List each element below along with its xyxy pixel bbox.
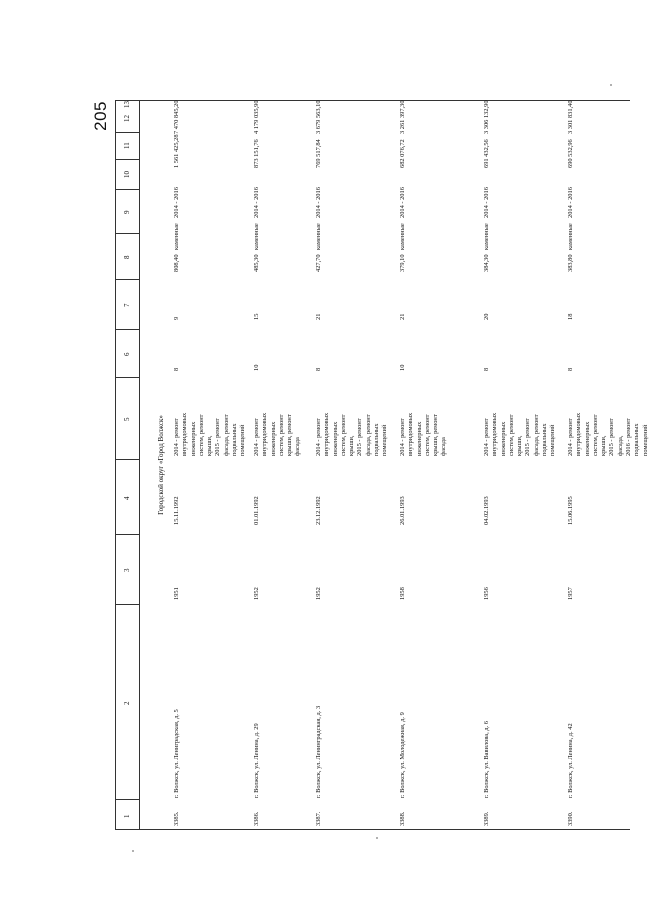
row-work-line: внутридомовых [181, 412, 189, 456]
row-year: 1952 [315, 587, 322, 600]
row-work-line: систем, ремонт [197, 414, 205, 456]
row-work-line: крыши, [516, 435, 524, 456]
column-number: 12 [123, 115, 131, 122]
row-works [483, 388, 558, 456]
column-number: 8 [123, 255, 131, 259]
row-work-line: инженерных [499, 421, 507, 456]
col-divider [115, 377, 139, 378]
row-work-line: 2015 - ремонт [214, 418, 222, 456]
col-divider [115, 329, 139, 330]
col-divider [115, 189, 139, 190]
row-number: 3386. [253, 811, 260, 826]
row-work-line: 2014 - ремонт [399, 418, 406, 456]
row-material: каменные [253, 223, 260, 250]
row-cost-partial: 769 517,84 [315, 139, 322, 168]
row-works [567, 388, 650, 456]
row-work-line: внутридомовых [407, 412, 415, 456]
row-material: каменные [399, 223, 406, 250]
row-work-line: внутридомовых [575, 412, 583, 456]
row-work-line: систем, ремонт [277, 414, 285, 456]
row-work-line: внутридомовых [261, 412, 269, 456]
row-work-line: систем, ремонт [591, 414, 599, 456]
rotated-table [91, 100, 649, 830]
row-floors: 8 [483, 367, 490, 371]
row-work-line: инженерных [583, 421, 591, 456]
row-work-line: 2016 - ремонт [625, 418, 633, 456]
row-entrances: 21 [315, 313, 322, 320]
column-number: 7 [123, 303, 131, 307]
row-work-line: инженерных [331, 421, 339, 456]
table-top-border [115, 100, 116, 830]
row-period: 2014 - 2016 [173, 187, 180, 218]
row-number: 3390. [567, 811, 574, 826]
row-work-line: подвальных [633, 423, 641, 456]
row-period: 2014 - 2016 [567, 187, 574, 218]
row-cost-partial: 873 151,76 [253, 139, 260, 168]
row-work-line: 2015 - ремонт [356, 418, 364, 456]
row-floors: 8 [173, 367, 180, 371]
row-period: 2014 - 2016 [253, 187, 260, 218]
row-work-line: фасада, ремонт [532, 414, 540, 456]
row-work-line: подвальных [231, 423, 239, 456]
row-cost-partial: 682 076,72 [399, 139, 406, 168]
row-address: г. Волжск, ул. Вавилова, д. 6 [483, 721, 490, 798]
column-number: 10 [123, 171, 131, 178]
row-cost-total: 3 306 132,90 [483, 100, 490, 134]
col-divider [115, 459, 139, 460]
scan-mark [376, 837, 378, 839]
row-address: г. Волжск, ул. Ленина, д. 29 [253, 723, 260, 798]
row-work-line: инженерных [189, 421, 197, 456]
col-divider [115, 799, 139, 800]
column-number: 11 [123, 142, 131, 149]
row-works [173, 388, 248, 456]
row-work-line: фасада, ремонт [364, 414, 372, 456]
row-number: 3388. [399, 811, 406, 826]
row-work-line: внутридомовых [323, 412, 331, 456]
column-number: 6 [123, 352, 131, 356]
row-address: г. Волжск, ул. Ленина, д. 42 [567, 723, 574, 798]
row-work-line: крыши, [600, 435, 608, 456]
row-period: 2014 - 2016 [315, 187, 322, 218]
row-work-line: 2014 - ремонт [173, 418, 180, 456]
row-material: каменные [483, 223, 490, 250]
row-work-line: крыши, ремонт [286, 414, 294, 456]
row-cost-total: 3 301 831,40 [567, 100, 574, 134]
row-floors: 8 [315, 367, 322, 371]
row-work-line: внутридомовых [491, 412, 499, 456]
row-entrances: 21 [399, 313, 406, 320]
row-work-line: подвальных [541, 423, 549, 456]
row-year: 1958 [399, 587, 406, 600]
row-work-line: фасада, [616, 435, 624, 456]
row-work-line: подвальных [373, 423, 381, 456]
row-cost-partial: 690 532,96 [567, 139, 574, 168]
row-cost-total: 7 470 845,20 [173, 100, 180, 134]
row-floors: 8 [567, 367, 574, 371]
column-number: 5 [123, 417, 131, 421]
row-work-line: 2014 - ремонт [567, 418, 574, 456]
row-area: 427,70 [315, 254, 322, 272]
row-works [315, 388, 390, 456]
row-year: 1956 [483, 587, 490, 600]
row-work-line: инженерных [269, 421, 277, 456]
page-number: 205 [91, 101, 110, 131]
row-date: 01.01.1992 [253, 496, 260, 525]
column-number: 4 [123, 496, 131, 500]
scan-mark [610, 84, 612, 86]
row-work-line: 2015 - ремонт [524, 418, 532, 456]
row-work-line: крыши, [206, 435, 214, 456]
row-date: 15.06.1995 [567, 496, 574, 525]
row-works [399, 388, 449, 456]
row-area: 485,30 [253, 254, 260, 272]
row-date: 23.12.1992 [315, 496, 322, 525]
column-number: 2 [123, 701, 131, 705]
row-work-line: помещений [381, 424, 389, 456]
col-divider [115, 279, 139, 280]
row-work-line: крыши, [348, 435, 356, 456]
col-divider [115, 534, 139, 535]
row-work-line: систем, ремонт [507, 414, 515, 456]
row-work-line: 2014 - ремонт [315, 418, 322, 456]
row-area: 383,80 [567, 254, 574, 272]
row-works [253, 388, 303, 456]
row-work-line: фасада, ремонт [222, 414, 230, 456]
row-work-line: помещений [641, 424, 649, 456]
row-period: 2014 - 2016 [399, 187, 406, 218]
row-entrances: 15 [253, 313, 260, 320]
row-work-line: систем, ремонт [339, 414, 347, 456]
col-divider [115, 604, 139, 605]
row-year: 1951 [173, 587, 180, 600]
row-work-line: систем, ремонт [423, 414, 431, 456]
row-date: 15.11.1992 [173, 496, 180, 525]
row-number: 3385. [173, 811, 180, 826]
row-work-line: фасада [440, 437, 448, 456]
column-number: 9 [123, 210, 131, 214]
row-work-line: инженерных [415, 421, 423, 456]
row-work-line: помещений [549, 424, 557, 456]
row-year: 1957 [567, 587, 574, 600]
row-address: г. Волжск, ул. Ленинградская, д. 3 [315, 705, 322, 798]
row-work-line: 2015 - ремонт [608, 418, 616, 456]
column-number: 1 [123, 814, 131, 818]
row-cost-partial: 691 432,56 [483, 139, 490, 168]
row-cost-total: 4 179 035,90 [253, 100, 260, 134]
row-cost-total: 3 679 563,10 [315, 100, 322, 134]
row-address: г. Волжск, ул. Молодежная, д. 9 [399, 712, 406, 798]
row-area: 384,30 [483, 254, 490, 272]
row-entrances: 18 [567, 313, 574, 320]
row-work-line: фасада [294, 437, 302, 456]
row-address: г. Волжск, ул. Лениградская, д. 5 [173, 709, 180, 798]
col-divider [115, 233, 139, 234]
row-area: 379,10 [399, 254, 406, 272]
row-date: 26.01.1993 [399, 496, 406, 525]
row-date: 04.02.1993 [483, 496, 490, 525]
row-material: каменные [315, 223, 322, 250]
row-number: 3387. [315, 811, 322, 826]
row-work-line: 2014 - ремонт [483, 418, 490, 456]
row-entrances: 9 [173, 316, 180, 320]
row-work-line: крыши, ремонт [432, 414, 440, 456]
row-period: 2014 - 2016 [483, 187, 490, 218]
row-floors: 10 [253, 364, 260, 371]
row-year: 1952 [253, 587, 260, 600]
row-material: каменные [567, 223, 574, 250]
row-cost-total: 3 261 397,30 [399, 100, 406, 134]
table-left-border [115, 829, 630, 830]
row-area: 808,40 [173, 254, 180, 272]
row-entrances: 20 [483, 313, 490, 320]
row-material: каменные [173, 223, 180, 250]
table-right-border [115, 100, 630, 101]
row-number: 3389. [483, 811, 490, 826]
col-divider [115, 132, 139, 133]
scan-mark [132, 850, 134, 852]
row-work-line: 2014 - ремонт [253, 418, 260, 456]
section-title: Городской округ «Город Волжск» [157, 415, 165, 515]
header-bottom-border [139, 100, 140, 830]
column-number: 3 [123, 568, 131, 572]
row-work-line: помещений [239, 424, 247, 456]
col-divider [115, 159, 139, 160]
column-number: 13 [123, 101, 131, 108]
row-cost-partial: 1 561 425,28 [173, 134, 180, 168]
row-floors: 10 [399, 364, 406, 371]
